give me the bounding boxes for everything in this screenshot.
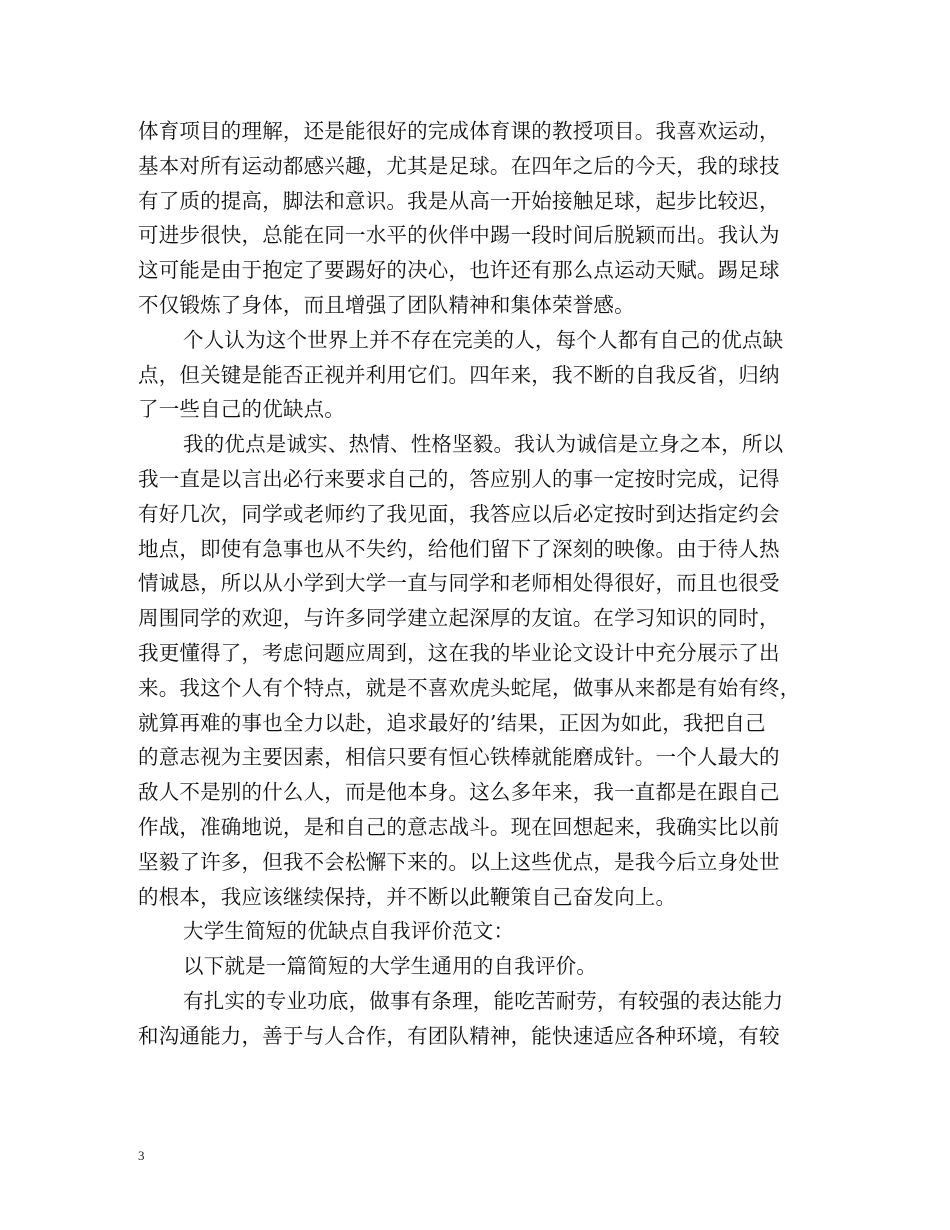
text-line: 敌人不是别的什么人，而是他本身。这么多年来，我一直都是在跟自己 [138,780,780,805]
page-number: 3 [138,1148,145,1163]
text-line: 作战，准确地说，是和自己的意志战斗。现在回想起来，我确实比以前 [138,814,780,839]
text-line: 的意志视为主要因素，相信只要有恒心铁棒就能磨成针。一个人最大的 [138,745,780,770]
text-line: 情诚恳，所以从小学到大学一直与同学和老师相处得很好，而且也很受 [138,571,780,596]
text-line: 的根本，我应该继续保持，并不断以此鞭策自己奋发向上。 [138,884,677,909]
text-line: 点，但关键是能否正视并利用它们。四年来，我不断的自我反省，归纳 [138,362,780,387]
text-line: 可进步很快，总能在同一水平的伙伴中踢一段时间后脱颖而出。我认为 [138,223,780,248]
text-line: 我更懂得了，考虑问题应周到，这在我的毕业论文设计中充分展示了出 [138,640,780,665]
text-line: 大学生简短的优缺点自我评价范文： [183,919,515,944]
text-line: 个人认为这个世界上并不存在完美的人，每个人都有自己的优点缺 [183,327,784,352]
text-line: 基本对所有运动都感兴趣，尤其是足球。在四年之后的今天，我的球技 [138,153,780,178]
text-line: 坚毅了许多，但我不会松懈下来的。以上这些优点，是我今后立身处世 [138,849,780,874]
text-line: 和沟通能力，善于与人合作，有团队精神，能快速适应各种环境，有较 [138,1023,780,1048]
text-line: 周围同学的欢迎，与许多同学建立起深厚的友谊。在学习知识的同时， [138,606,780,631]
text-line: 我一直是以言出必行来要求自己的，答应别人的事一定按时完成，记得 [138,466,780,491]
text-line: 有扎实的专业功底，做事有条理，能吃苦耐劳，有较强的表达能力 [183,988,784,1013]
text-line: 了一些自己的优缺点。 [138,397,345,422]
text-line: 有好几次，同学或老师约了我见面，我答应以后必定按时到达指定约会 [138,501,780,526]
text-line: 来。我这个人有个特点，就是不喜欢虎头蛇尾，做事从来都是有始有终， [138,675,801,700]
text-line: 体育项目的理解，还是能很好的完成体育课的教授项目。我喜欢运动， [138,119,780,143]
text-line: 这可能是由于抱定了要踢好的决心，也许还有那么点运动天赋。踢足球 [138,258,780,283]
text-line: 以下就是一篇简短的大学生通用的自我评价。 [183,954,597,979]
text-line: 地点，即使有急事也从不失约，给他们留下了深刻的映像。由于待人热 [138,536,780,561]
text-line: 不仅锻炼了身体，而且增强了团队精神和集体荣誉感。 [138,292,635,317]
text-line: 我的优点是诚实、热情、性格坚毅。我认为诚信是立身之本，所以 [183,432,784,457]
document-body [138,114,828,1054]
text-line: 有了质的提高，脚法和意识。我是从高一开始接触足球，起步比较迟， [138,188,780,213]
text-line: 就算再难的事也全力以赴，追求最好的’结果，正因为如此，我把自己 [138,710,766,735]
